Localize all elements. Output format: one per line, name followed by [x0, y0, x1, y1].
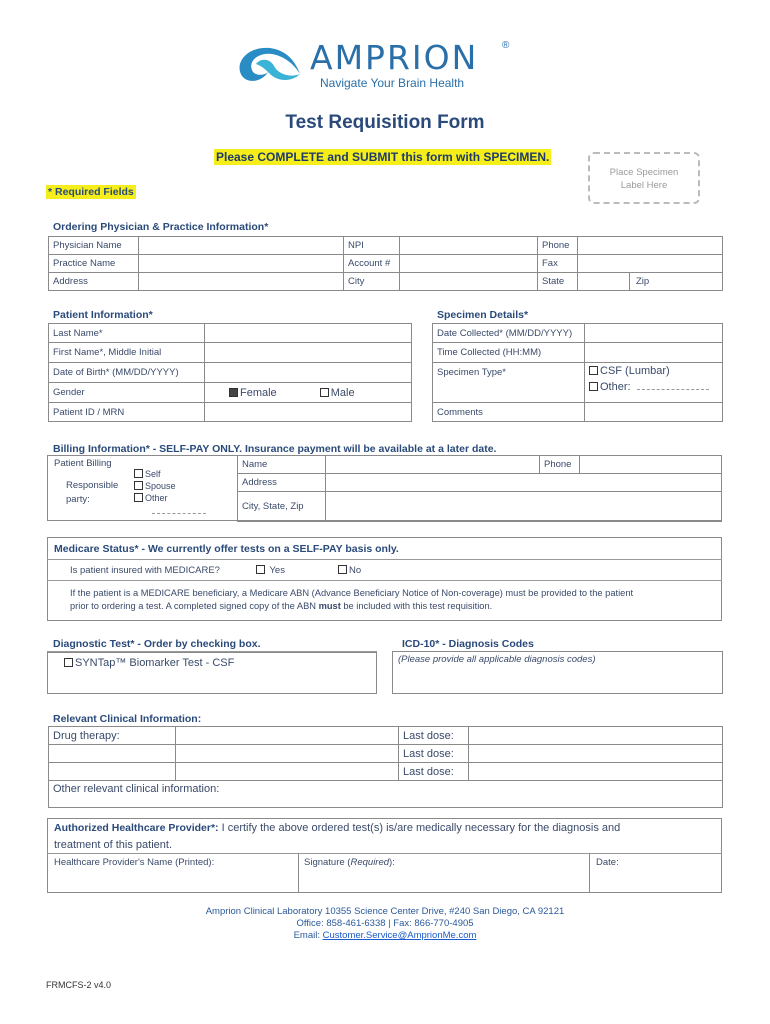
provider-col-divider-2 [589, 853, 590, 893]
required-note [46, 182, 136, 200]
instruction-banner [214, 148, 551, 166]
patient-table [48, 323, 412, 422]
required-note-text: * Required Fields [48, 186, 134, 198]
account-label: Account # [344, 255, 400, 273]
billing-city-label: City, State, Zip [238, 492, 326, 522]
practice-name-label: Practice Name [49, 255, 139, 273]
state-field[interactable] [578, 273, 630, 291]
billing-name-label: Name [238, 456, 326, 474]
female-checkbox[interactable] [229, 388, 238, 397]
icd-note: (Please provide all applicable diagnosis codes) [398, 654, 596, 665]
registered-mark: ® [502, 40, 510, 51]
physician-name-field[interactable] [139, 237, 344, 255]
physician-name-label: Physician Name [49, 237, 139, 255]
brand-name: AMPRION [310, 38, 479, 77]
other-party-label: Other [145, 493, 168, 503]
billing-city-field[interactable] [326, 492, 722, 522]
signature-field[interactable] [304, 857, 395, 868]
self-option [134, 469, 161, 479]
self-label: Self [145, 469, 161, 479]
other-party-line[interactable] [152, 513, 206, 514]
drug-therapy-label: Drug therapy: [49, 727, 176, 745]
first-name-label: First Name*, Middle Initial [49, 343, 205, 363]
billing-phone-field[interactable] [580, 456, 722, 474]
footer-email-label: Email: [293, 930, 323, 941]
gender-label: Gender [49, 383, 205, 403]
city-field[interactable] [400, 273, 538, 291]
billing-contact-table [237, 455, 722, 522]
csf-checkbox[interactable] [589, 366, 598, 375]
female-label: Female [240, 386, 277, 399]
patient-id-label: Patient ID / MRN [49, 403, 205, 422]
provider-name-field[interactable] [54, 857, 214, 868]
city-label: City [344, 273, 400, 291]
footer [0, 906, 770, 942]
medicare-note-part2: be included with this test requisition. [340, 601, 493, 611]
specimen-label-line2: Label Here [620, 180, 668, 191]
date-field[interactable] [596, 857, 619, 868]
signature-label: Signature ( [304, 857, 351, 868]
account-field[interactable] [400, 255, 538, 273]
last-dose-field-2[interactable] [469, 745, 723, 763]
date-collected-label: Date Collected* (MM/DD/YYYY) [433, 324, 585, 343]
medicare-divider-2 [47, 580, 722, 581]
time-collected-field[interactable] [585, 343, 723, 363]
last-dose-field-3[interactable] [469, 763, 723, 781]
drug-therapy-field-2[interactable] [176, 745, 399, 763]
csf-label: CSF (Lumbar) [600, 365, 670, 377]
physician-table [48, 236, 723, 291]
form-code: FRMCFS-2 v4.0 [46, 980, 112, 990]
time-collected-label: Time Collected (HH:MM) [433, 343, 585, 363]
medicare-question: Is patient insured with MEDICARE? [70, 565, 220, 576]
footer-phone: Office: 858-461-6338 | Fax: 866-770-4905 [296, 918, 474, 929]
medicare-no-option [338, 565, 361, 576]
specimen-heading: Specimen Details* [437, 309, 529, 321]
medicare-note-line1: If the patient is a MEDICARE beneficiary, a Medicare ABN (Advance Beneficiary Notice of Non-coverage) must be provided to the patient [70, 588, 634, 598]
last-dose-label-1: Last dose: [399, 727, 469, 745]
specimen-type-field [585, 363, 723, 403]
last-name-label: Last Name* [49, 324, 205, 343]
npi-field[interactable] [400, 237, 538, 255]
provider-statement-line2: treatment of this patient. [54, 839, 173, 851]
responsible-label: Responsible [66, 480, 119, 491]
drug-therapy-field-1[interactable] [176, 727, 399, 745]
comments-label: Comments [433, 403, 585, 422]
address-field[interactable] [139, 273, 344, 291]
billing-name-field[interactable] [326, 456, 540, 474]
patient-billing-label: Patient Billing [54, 458, 112, 469]
gender-field [205, 383, 412, 403]
npi-label: NPI [344, 237, 400, 255]
other-clinical-info[interactable]: Other relevant clinical information: [49, 781, 723, 808]
other-specimen-checkbox[interactable] [589, 382, 598, 391]
specimen-type-label: Specimen Type* [433, 363, 585, 403]
specimen-table [432, 323, 723, 422]
provider-col-divider-1 [298, 853, 299, 893]
zip-label: Zip [636, 276, 650, 287]
diagnostic-heading: Diagnostic Test* - Order by checking box. [53, 638, 261, 650]
billing-phone-label: Phone [540, 456, 580, 474]
medicare-divider [47, 559, 722, 560]
dob-field[interactable] [205, 363, 412, 383]
date-label: Date: [596, 857, 619, 868]
medicare-note-emphasis: must [318, 601, 341, 611]
medicare-note-line2 [70, 601, 492, 611]
last-name-field[interactable] [205, 324, 412, 343]
state-label: State [538, 273, 578, 291]
phone-label: Phone [538, 237, 578, 255]
party-label: party: [66, 494, 90, 505]
brand-tagline: Navigate Your Brain Health [320, 76, 465, 90]
drug-therapy-field-3[interactable] [176, 763, 399, 781]
address-label: Address [49, 273, 139, 291]
comments-field[interactable] [585, 403, 723, 422]
medicare-no-checkbox[interactable] [338, 565, 347, 574]
page-title: Test Requisition Form [285, 112, 485, 133]
last-dose-label-3: Last dose: [399, 763, 469, 781]
signature-required: Required [350, 857, 390, 868]
icd-heading: ICD-10* - Diagnosis Codes [402, 638, 534, 650]
zip-field[interactable] [630, 273, 723, 291]
physician-heading: Ordering Physician & Practice Information* [53, 221, 269, 233]
billing-address-field[interactable] [326, 474, 722, 492]
patient-heading: Patient Information* [53, 309, 153, 321]
amprion-logo-icon [234, 42, 306, 88]
specimen-label-area [588, 152, 700, 204]
medicare-yes-checkbox[interactable] [256, 565, 265, 574]
fax-field[interactable] [578, 255, 723, 273]
medicare-yes-option [256, 565, 285, 576]
male-checkbox[interactable] [320, 388, 329, 397]
drug-therapy-blank-3[interactable] [49, 763, 176, 781]
medicare-no-label: No [349, 565, 362, 576]
spouse-option [134, 481, 176, 491]
syntap-label: SYNTap™ Biomarker Test - CSF [75, 657, 235, 669]
billing-address-label: Address [238, 474, 326, 492]
other-party-checkbox[interactable] [134, 493, 143, 502]
fax-label: Fax [538, 255, 578, 273]
medicare-yes-label: Yes [269, 565, 285, 576]
provider-statement [54, 822, 620, 834]
provider-divider [47, 853, 722, 854]
syntap-option [64, 657, 234, 669]
billing-heading: Billing Information* - SELF-PAY ONLY. Insurance payment will be available at a later date. [53, 443, 497, 455]
footer-email-link[interactable]: Customer.Service@AmprionMe.com [322, 930, 477, 941]
phone-field[interactable] [578, 237, 723, 255]
other-party-option [134, 493, 168, 503]
patient-id-field[interactable] [205, 403, 412, 422]
provider-heading: Authorized Healthcare Provider*: [54, 822, 219, 834]
syntap-checkbox[interactable] [64, 658, 73, 667]
medicare-heading: Medicare Status* - We currently offer tests on a SELF-PAY basis only. [54, 543, 399, 555]
last-dose-label-2: Last dose: [399, 745, 469, 763]
first-name-field[interactable] [205, 343, 412, 363]
footer-email-line [0, 930, 770, 942]
other-specimen-line[interactable] [637, 389, 709, 390]
footer-address: Amprion Clinical Laboratory 10355 Science Center Drive, #240 San Diego, CA 92121 [205, 906, 565, 917]
last-dose-field-1[interactable] [469, 727, 723, 745]
spouse-label: Spouse [145, 481, 176, 491]
male-label: Male [330, 386, 355, 399]
medicare-note-part1: prior to ordering a test. A completed signed copy of the ABN [70, 601, 319, 611]
self-checkbox[interactable] [134, 469, 143, 478]
date-collected-field[interactable] [585, 324, 723, 343]
instruction-text: Please COMPLETE and SUBMIT this form with SPECIMEN. [216, 150, 550, 164]
clinical-table [48, 726, 723, 808]
clinical-heading: Relevant Clinical Information: [53, 713, 202, 725]
spouse-checkbox[interactable] [134, 481, 143, 490]
specimen-label-line1: Place Specimen [609, 167, 679, 178]
logo [234, 38, 544, 92]
provider-name-label: Healthcare Provider's Name (Printed): [54, 857, 215, 868]
other-specimen-label: Other: [600, 381, 631, 393]
dob-label: Date of Birth* (MM/DD/YYYY) [49, 363, 205, 383]
signature-label-end: ): [389, 857, 395, 868]
provider-statement-text: I certify the above ordered test(s) is/are medically necessary for the diagnosis and [218, 822, 621, 834]
practice-name-field[interactable] [139, 255, 344, 273]
drug-therapy-blank-2[interactable] [49, 745, 176, 763]
